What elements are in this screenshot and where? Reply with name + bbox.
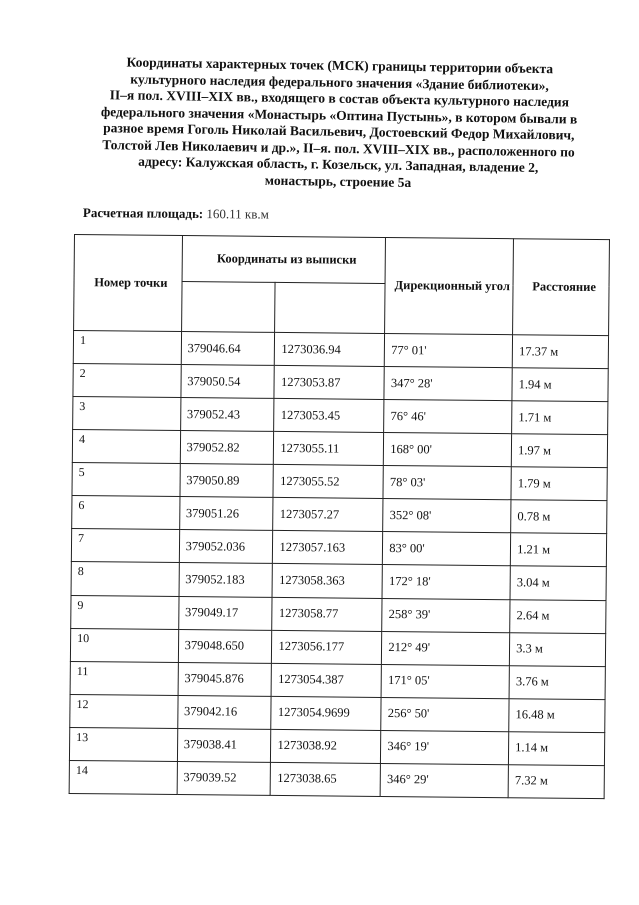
direction-angle-cell: 212° 49' <box>382 631 510 665</box>
distance-cell: 3.3 м <box>510 632 606 666</box>
x-coordinate-cell: 379042.16 <box>177 695 271 729</box>
distance-cell: 16.48 м <box>509 698 605 732</box>
distance-cell: 3.76 м <box>509 665 605 699</box>
document-title <box>93 54 585 194</box>
table-row <box>73 397 608 435</box>
distance-cell: 2.64 м <box>510 599 606 633</box>
x-coordinate-cell: 379045.876 <box>178 662 272 696</box>
point-number-cell: 5 <box>72 463 180 497</box>
table-row <box>73 364 608 402</box>
header-coordinates: Координаты из выписки <box>182 236 386 284</box>
table-row <box>72 430 607 468</box>
point-number-cell: 4 <box>72 430 180 464</box>
direction-angle-cell: 347° 28' <box>384 367 512 401</box>
title-line: Координаты характерных точек (МСК) границы территории объекта <box>126 54 554 77</box>
distance-cell: 1.71 м <box>512 401 608 435</box>
distance-cell: 1.21 м <box>510 533 606 567</box>
direction-angle-cell: 171° 05' <box>381 664 509 698</box>
title-line: монастырь, строение 5а <box>264 172 412 190</box>
table-row <box>69 760 604 798</box>
table-row <box>70 694 605 732</box>
y-coordinate-cell: 1273054.9699 <box>271 696 381 730</box>
table-row <box>71 562 606 600</box>
y-coordinate-cell: 1273057.27 <box>273 498 383 532</box>
point-number-cell: 11 <box>70 661 178 695</box>
direction-angle-cell: 256° 50' <box>381 697 509 731</box>
table-row <box>71 595 606 633</box>
header-y-blank <box>275 282 385 333</box>
title-line: культурного наследия федерального значения «Здание библиотеки», <box>130 71 549 93</box>
direction-angle-cell: 76° 46' <box>384 400 512 434</box>
direction-angle-cell: 78° 03' <box>383 466 511 500</box>
point-number-cell: 9 <box>71 595 179 629</box>
direction-angle-cell: 258° 39' <box>382 598 510 632</box>
area-label: Расчетная площадь: <box>82 205 204 222</box>
direction-angle-cell: 77° 01' <box>385 333 513 367</box>
header-distance: Расстояние <box>513 239 610 336</box>
x-coordinate-cell: 379050.54 <box>181 365 275 399</box>
distance-cell: 7.32 м <box>508 765 604 799</box>
x-coordinate-cell: 379051.26 <box>179 497 273 531</box>
point-number-cell: 2 <box>73 364 181 398</box>
y-coordinate-cell: 1273036.94 <box>275 332 385 366</box>
table-row <box>70 628 605 666</box>
y-coordinate-cell: 1273056.177 <box>272 630 382 664</box>
y-coordinate-cell: 1273053.45 <box>274 399 384 433</box>
y-coordinate-cell: 1273053.87 <box>274 365 384 399</box>
distance-cell: 17.37 м <box>512 335 608 369</box>
direction-angle-cell: 352° 08' <box>383 499 511 533</box>
x-coordinate-cell: 379050.89 <box>180 464 274 498</box>
table-row <box>70 661 605 699</box>
table-row <box>72 496 607 534</box>
direction-angle-cell: 168° 00' <box>384 433 512 467</box>
point-number-cell: 3 <box>73 397 181 431</box>
point-number-cell: 6 <box>72 496 180 530</box>
table-row <box>72 463 607 501</box>
distance-cell: 1.97 м <box>511 434 607 468</box>
title-line: федерального значения «Монастырь «Оптина Пустынь», в котором бывали в <box>100 103 578 127</box>
distance-cell: 0.78 м <box>511 500 607 534</box>
direction-angle-cell: 346° 19' <box>381 730 509 764</box>
x-coordinate-cell: 379049.17 <box>178 596 272 630</box>
x-coordinate-cell: 379052.183 <box>179 563 273 597</box>
x-coordinate-cell: 379038.41 <box>177 728 271 762</box>
y-coordinate-cell: 1273057.163 <box>273 531 383 565</box>
point-number-cell: 8 <box>71 562 179 596</box>
coordinates-table-wrapper <box>69 234 610 799</box>
title-line: адресу: Калужская область, г. Козельск, ул. Западная, владение 2, <box>138 153 539 175</box>
distance-cell: 1.79 м <box>511 467 607 501</box>
y-coordinate-cell: 1273055.52 <box>273 465 383 499</box>
y-coordinate-cell: 1273055.11 <box>274 432 384 466</box>
y-coordinate-cell: 1273058.363 <box>273 564 383 598</box>
direction-angle-cell: 346° 29' <box>380 763 508 797</box>
x-coordinate-cell: 379046.64 <box>181 332 275 366</box>
direction-angle-cell: 172° 18' <box>382 565 510 599</box>
direction-angle-cell: 83° 00' <box>383 532 511 566</box>
point-number-cell: 14 <box>69 760 177 794</box>
header-point-number: Номер точки <box>74 235 183 332</box>
title-line: Толстой Лев Николаевич и др.», II–я. пол. XVIII–XIX вв., расположенного по <box>102 136 575 160</box>
calculated-area <box>83 205 269 223</box>
y-coordinate-cell: 1273038.92 <box>271 729 381 763</box>
y-coordinate-cell: 1273038.65 <box>271 762 381 796</box>
x-coordinate-cell: 379039.52 <box>177 761 271 795</box>
table-row <box>71 529 606 567</box>
distance-cell: 1.14 м <box>509 731 605 765</box>
point-number-cell: 1 <box>73 331 181 365</box>
title-line: разное время Гоголь Николай Васильевич, Достоевский Федор Михайлович, <box>103 120 575 143</box>
table-row <box>73 331 608 369</box>
x-coordinate-cell: 379052.43 <box>180 398 274 432</box>
coordinates-table <box>69 234 610 799</box>
header-direction-angle: Дирекционный угол <box>385 237 514 334</box>
x-coordinate-cell: 379048.650 <box>178 629 272 663</box>
x-coordinate-cell: 379052.036 <box>179 530 273 564</box>
distance-cell: 1.94 м <box>512 368 608 402</box>
distance-cell: 3.04 м <box>510 566 606 600</box>
point-number-cell: 10 <box>70 628 178 662</box>
header-x-blank <box>181 282 275 333</box>
y-coordinate-cell: 1273054.387 <box>272 663 382 697</box>
point-number-cell: 7 <box>71 529 179 563</box>
y-coordinate-cell: 1273058.77 <box>272 597 382 631</box>
table-row <box>69 727 604 765</box>
point-number-cell: 13 <box>69 727 177 761</box>
area-value: 160.11 кв.м <box>206 206 269 222</box>
title-line: II–я пол. XVIII–XIX вв., входящего в состав объекта культурного наследия <box>109 87 570 110</box>
x-coordinate-cell: 379052.82 <box>180 431 274 465</box>
point-number-cell: 12 <box>70 694 178 728</box>
